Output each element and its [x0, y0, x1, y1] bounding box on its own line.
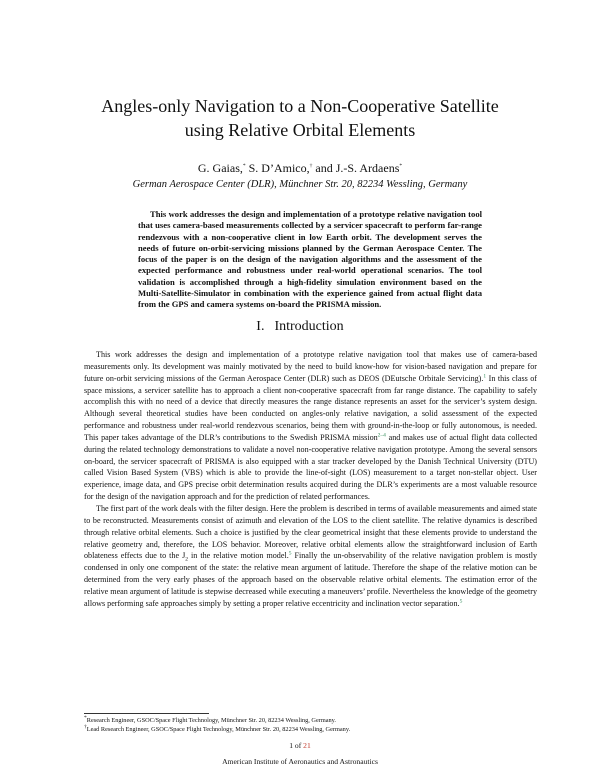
citation-link[interactable]: 1	[483, 373, 487, 379]
author-gaias: G. Gaias,	[197, 161, 243, 175]
citation-link[interactable]: 5	[459, 598, 463, 605]
page-number	[0, 741, 600, 750]
author-damico: S. D’Amico,	[245, 161, 310, 175]
citation-link[interactable]: 2–4	[377, 432, 386, 439]
affiliation: German Aerospace Center (DLR), Münchner Str. 20, 82234 Wessling, Germany	[132, 179, 468, 190]
author-mark: *	[399, 163, 403, 169]
page-of: of	[293, 741, 304, 750]
intro-paragraph-1	[84, 349, 537, 503]
footnote-2	[84, 725, 537, 734]
section-heading	[60, 318, 540, 336]
footnote-text: Research Engineer, GSOC/Space Flight Technology, Münchner Str. 20, 82234 Wessling, Germany.	[86, 717, 336, 724]
footnote-mark: *	[84, 714, 87, 721]
page-footer: American Institute of Aeronautics and Astronautics	[222, 757, 378, 766]
author-mark: †	[309, 163, 313, 169]
title-line-1: Angles-only Navigation to a Non-Cooperative Satellite	[101, 96, 499, 116]
footnote-mark: †	[84, 723, 87, 730]
footnote-text: Lead Research Engineer, GSOC/Space Flight Technology, Münchner Str. 20, 82234 Wessling, Germany.	[86, 726, 351, 733]
title-line-2: using Relative Orbital Elements	[184, 120, 416, 140]
footnote-1	[84, 716, 537, 725]
text-run: and makes use of actual flight data collected during the related technology demonstrations to validate a novel non-cooperative relative navigation prototype. Among the several sensors on-board, the servicer spacecraft of PRISMA is also equipped with a star tracker developed by the Danish Technical University (DTU) called Vision Based System (VBS) which is able to provide the line-of-sight (LOS) measurement to a target non-stellar object. User experience, image data, and GPS precise orbit determination results acquired during the DLR’s experiments are a most valuable resource for the design of the navigation approach and for the prediction of related performances.	[84, 432, 537, 502]
text-run: In this class of space missions, a servicer satellite has to approach a client non-cooperative spacecraft from far range distance. The capability to safely accomplish this with no need of a device that directly measures the range distance represents an asset for the servicer’s system design. Although several theoretical studies have been conducted on angles-only relative navigation, a solid assessment of the expected performance and robustness under real-world rendezvous scenarios, being them with ground-in-the-loop or fully autonomous, is needed. This paper takes advantage of the DLR’s contributions to the Swedish PRISMA mission	[84, 373, 537, 442]
page-current: 1	[289, 741, 294, 750]
author-ardaens: and J.-S. Ardaens	[312, 161, 400, 175]
footnote-divider	[84, 713, 209, 714]
author-list	[60, 160, 540, 176]
author-mark: *	[242, 163, 246, 169]
page-total-link[interactable]: 21	[303, 741, 311, 750]
text-run: Finally the un-observability of the relative navigation problem is mostly condensed in only one component of the state: the relative mean argument of latitude. Therefore the shape of the relative motion can be determined from the very early phases of the approach based on the observable relative orbital elements. The estimation error of the relative mean argument of latitude is stepwise decreased while executing a maneuvers’ profile. Nevertheless the knowledge of the geometry allows performing safe approaches simply by setting a proper relative eccentricity and inclination vector separation.	[84, 551, 538, 608]
paper-title	[60, 94, 540, 142]
text-run: in the relative motion model.	[188, 551, 289, 561]
abstract: This work addresses the design and implementation of a prototype relative navigation tool that uses camera-based measurements collected by a servicer spacecraft to perform far-range rendezvous with a non-cooperative client in low Earth orbit. The development serves the needs of future on-orbit-servicing missions planned by the German Aerospace Center. The focus of the paper is on the design of the navigation algorithms and the assessment of the expected performance and robustness under real-world operational scenarios. The tool validation is accomplished through a high-fidelity simulation environment based on the Multi-Satellite-Simulator in combination with the experience gained from actual flight data from the GPS and camera systems on-board the PRISMA mission.	[138, 209, 482, 310]
intro-body	[84, 349, 537, 610]
section-number: I.	[256, 319, 265, 334]
section-title: Introduction	[274, 319, 344, 334]
intro-paragraph-2	[84, 503, 537, 610]
citation-link[interactable]: 5	[288, 550, 292, 557]
subscript: 2	[185, 556, 188, 563]
text-run: The first part of the work deals with the filter design. Here the problem is described in terms of available measurements and aimed state to be reconstructed. Measurements consist of azimuth and elevation of the LOS to the client satellite. The relative dynamics is described through relative orbital elements. Such a choice is justified by the clear geometrical insight that these elements provide to understand the relative geometry and, therefore, the LOS behavior. Moreover, relative orbital elements allow the straightforward inclusion of Earth oblateness effects due to the J	[84, 503, 537, 561]
text-run: This work addresses the design and implementation of a prototype relative navigation tool that makes use of camera-based measurements only. Its development was mainly motivated by the need to build know-how for vision-based navigation and prepare for future on-orbit servicing missions of the German Aerospace Center (DLR) such as DEOS (DEutsche Orbitale Servicing).	[84, 350, 537, 383]
